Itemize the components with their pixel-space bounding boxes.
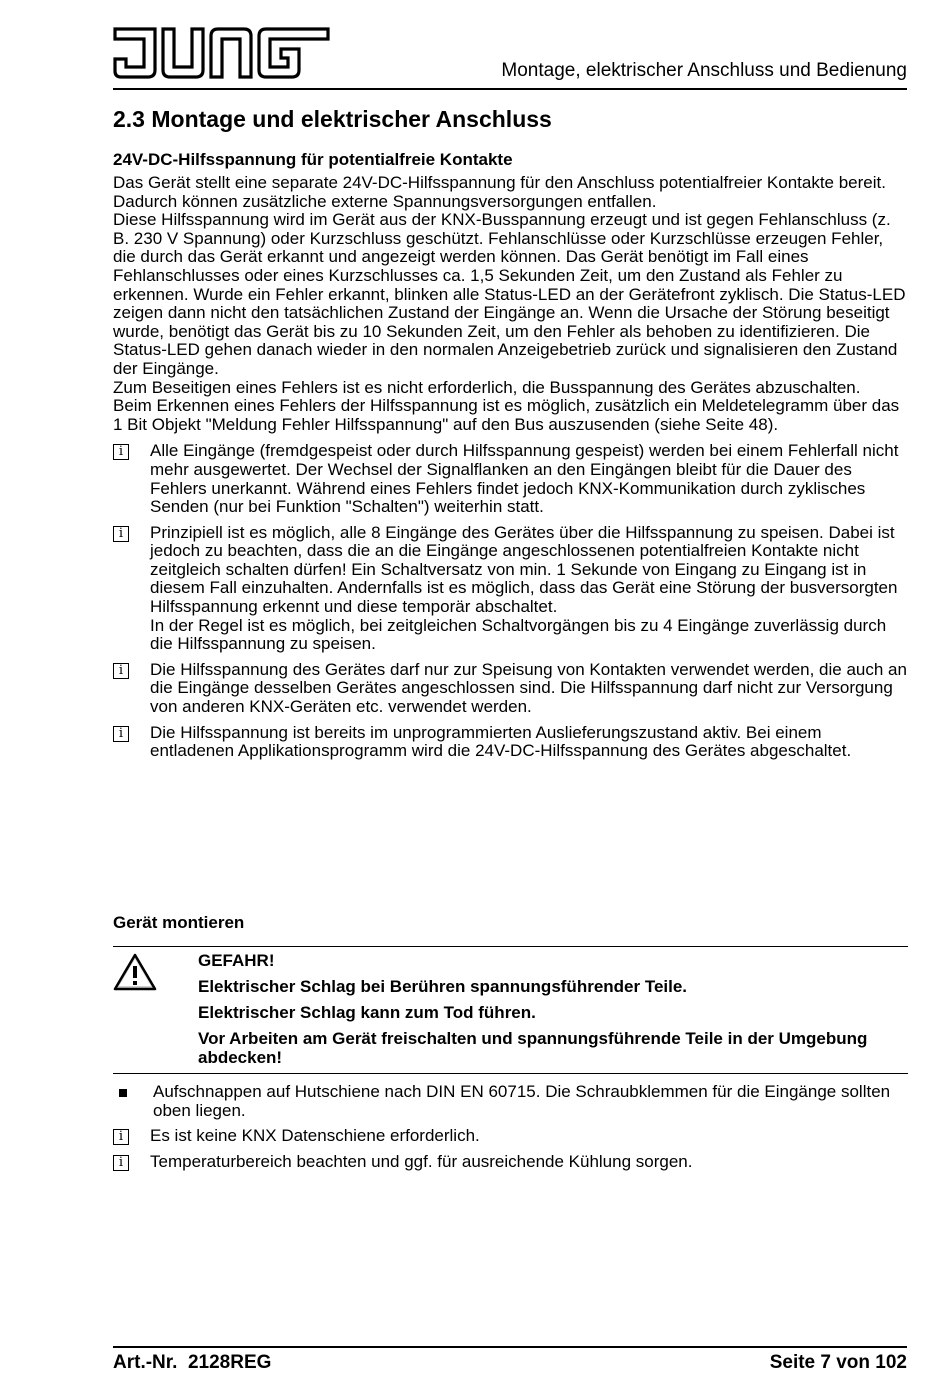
danger-line: Vor Arbeiten am Gerät freischalten und spannungsführende Teile in der Umgebung abdecken! — [198, 1029, 868, 1067]
info-icon: i — [113, 1155, 129, 1171]
jung-logo — [113, 26, 331, 80]
info-note — [113, 724, 908, 761]
warning-triangle-icon — [113, 953, 157, 991]
danger-text — [198, 951, 908, 1067]
intro-paragraph: Das Gerät stellt eine separate 24V-DC-Hilfsspannung für den Anschluss potentialfreier Kontakte bereit. Dadurch können zusätzliche externe Spannungsversorgungen entfallen. Diese Hilfsspannung wird im Gerät aus der KNX-Busspannung erzeugt und ist gegen Fehlanschluss (z. B. 230 V Spannung) oder Kurzschluss geschützt. Fehlanschlüsse oder Kurzschlüsse erzeugen Fehler, die durch das Gerät erkannt und angezeigt werden können. Das Gerät benötigt im Fall eines Fehlanschlusses oder eines Kurzschlusses ca. 1,5 Sekunden Zeit, um den Zustand als Fehler zu erkennen. Wurde ein Fehler erkannt, blinken alle Status-LED an der Gerätefront zyklisch. Die Status-LED zeigen dann nicht den tatsächlichen Zustand der Eingänge an. Wenn die Ursache der Störung beseitigt wurde, benötigt das Gerät bis zu 10 Sekunden Zeit, um den Fehler als behoben zu identifizieren. Die Status-LED gehen danach wieder in den normalen Anzeigebetrieb zurück und signalisieren den Zustand der Eingänge. Zum Beseitigen eines Fehlers ist es nicht erforderlich, die Busspannung des Gerätes abzuschalten. Beim Erkennen eines Fehlers der Hilfsspannung ist es möglich, zusätzlich ein Meldetelegramm über das 1 Bit Objekt "Meldung Fehler Hilfsspannung" auf den Bus auszusenden (siehe Seite 48). — [113, 173, 906, 434]
info-icon: i — [113, 1129, 129, 1145]
info-icon: i — [113, 726, 129, 742]
bullet-square-icon — [119, 1089, 127, 1097]
section-content — [113, 104, 908, 761]
running-title: Montage, elektrischer Anschluss und Bedienung — [501, 60, 907, 81]
info-note — [113, 524, 908, 654]
article-number: Art.-Nr. 2128REG — [113, 1352, 272, 1373]
info-note — [113, 442, 908, 516]
page-number: Seite 7 von 102 — [769, 1352, 907, 1373]
mount-section — [113, 913, 908, 1171]
header-divider — [113, 88, 907, 90]
danger-line: Elektrischer Schlag kann zum Tod führen. — [198, 1003, 536, 1022]
info-note — [113, 1127, 908, 1146]
danger-line: Elektrischer Schlag bei Berühren spannungsführender Teile. — [198, 977, 688, 996]
info-note-text: Die Hilfsspannung ist bereits im unprogrammierten Auslieferungszustand aktiv. Bei einem entladenen Applikationsprogramm wird die 24V-DC-Hilfsspannung des Gerätes abgeschaltet. — [150, 722, 852, 761]
mount-step — [113, 1083, 908, 1120]
danger-heading: GEFAHR! — [198, 951, 275, 970]
info-icon: i — [113, 526, 129, 542]
footer-divider — [113, 1346, 907, 1348]
mount-step-text: Aufschnappen auf Hutschiene nach DIN EN 60715. Die Schraubklemmen für die Eingänge sollten oben liegen. — [153, 1082, 891, 1120]
info-note-text: Es ist keine KNX Datenschiene erforderlich. — [150, 1126, 480, 1146]
info-icon: i — [113, 663, 129, 679]
info-note-text: Alle Eingänge (fremdgespeist oder durch Hilfsspannung gespeist) werden bei einem Fehlerfall nicht mehr ausgewertet. Der Wechsel der Signalflanken an den Eingängen bleibt für die Dauer des Fehlers unerkannt. Während eines Fehlers findet jedoch KNX-Kommunikation durch zyklisches Senden (nur bei Funktion "Schalten") weiterhin statt. — [150, 441, 899, 517]
danger-box — [113, 946, 908, 1074]
section-title: 2.3 Montage und elektrischer Anschluss — [113, 106, 552, 132]
info-note — [113, 1153, 908, 1172]
info-note — [113, 661, 908, 717]
mount-title: Gerät montieren — [113, 913, 245, 932]
info-icon: i — [113, 444, 129, 460]
info-note-text: Die Hilfsspannung des Gerätes darf nur zur Speisung von Kontakten verwendet werden, die auch an die Eingänge desselben Gerätes angeschlossen sind. Die Hilfsspannung darf nicht zur Versorgung von anderen KNX-Geräten etc. verwendet werden. — [150, 659, 907, 717]
info-note-text: Temperaturbereich beachten und ggf. für ausreichende Kühlung sorgen. — [150, 1151, 693, 1171]
subsection-title: 24V-DC-Hilfsspannung für potentialfreie Kontakte — [113, 150, 513, 169]
info-note-text: Prinzipiell ist es möglich, alle 8 Eingänge des Gerätes über die Hilfsspannung zu speisen. Dabei ist jedoch zu beachten, dass die an die Eingänge angeschlossenen potentialfreien Kontakte nicht zeitgleich schalten dürfen! Ein Schaltversatz von min. 1 Sekunde von Eingang zu Eingang ist in diesem Fall einzuhalten. Andernfalls ist es möglich, dass das Gerät eine Störung der busversorgten Hilfsspannung erkennt und diese temporär abschaltet. In der Regel ist es möglich, bei zeitgleichen Schaltvorgängen bis zu 4 Eingänge zuverlässig durch die Hilfsspannung zu speisen. — [150, 522, 898, 654]
